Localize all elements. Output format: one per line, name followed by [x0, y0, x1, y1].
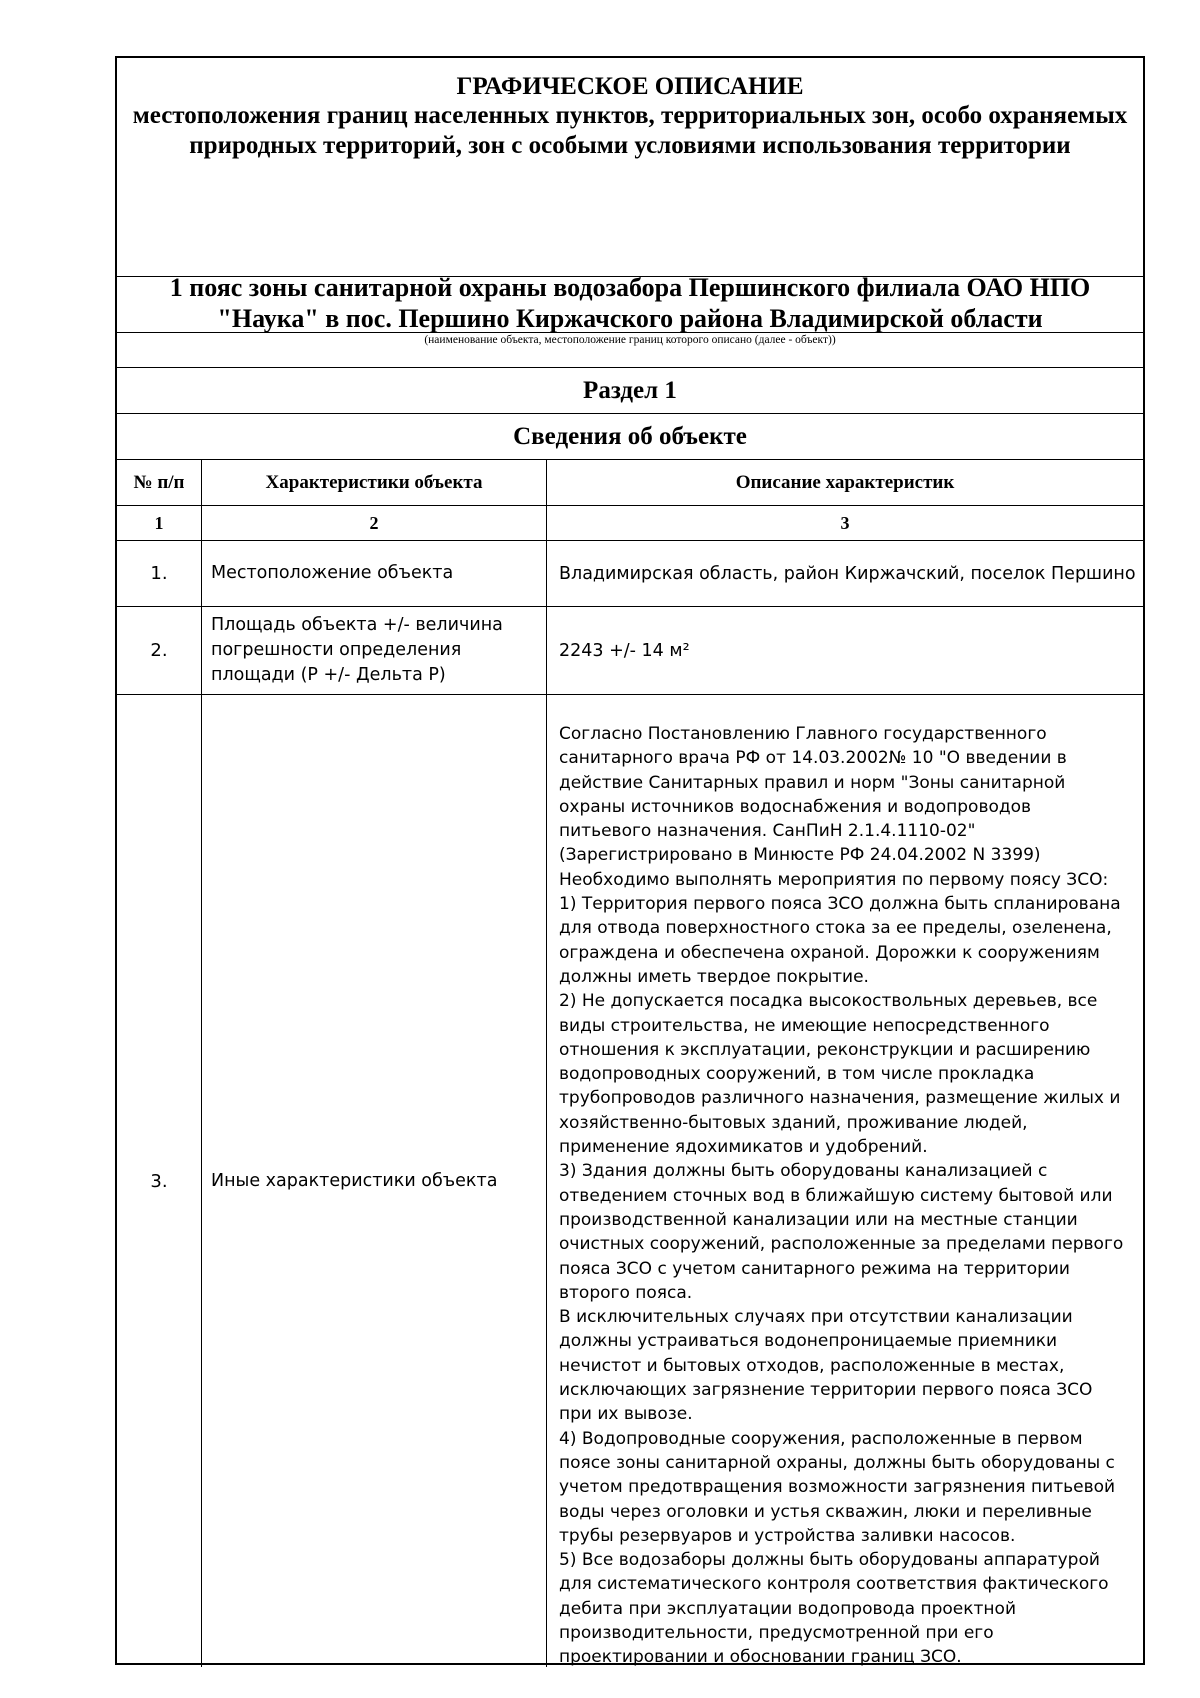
column-number-1: 1	[117, 506, 202, 540]
row-number: 2.	[117, 607, 202, 694]
table-row	[117, 607, 1143, 695]
row-characteristic	[202, 607, 547, 694]
table-row	[117, 695, 1143, 1667]
column-number-2: 2	[202, 506, 547, 540]
table-row	[117, 541, 1143, 607]
row-description-text: Согласно Постановлению Главного государственного санитарного врача РФ от 14.03.2002№ 10 "О введении в действие Санитарных правил и норм "Зоны санитарной охраны источников водоснабжения и водопроводов питьевого назначения. СанПиН 2.1.4.1110-02" (Зарегистрировано в Минюсте РФ 24.04.2002 N 3399) Необходимо выполнять мероприятия по первому поясу ЗСО: 1) Территория первого пояса ЗСО должна быть спланирована для отвода поверхностного стока за ее пределы, озеленена, ограждена и обеспечена охраной. Дорожки к сооружениям должны иметь твердое покрытие. 2) Не допускается посадка высокоствольных деревьев, все виды строительства, не имеющие непосредственного отношения к эксплуатации, реконструкции и расширению водопроводных сооружений, в том числе прокладка трубопроводов различного назначения, размещение жилых и хозяйственно-бытовых зданий, проживание людей, применение ядохимикатов и удобрений. 3) Здания должны быть оборудованы канализацией с отведением сточных вод в ближайшую систему бытовой или производственной канализации или на местные станции очистных сооружений, расположенные за пределами первого пояса ЗСО с учетом санитарного режима на территории второго пояса. В исключительных случаях при отсутствии канализации должны устраиваться водонепроницаемые приемники нечистот и бытовых отходов, расположенные в местах, исключающих загрязнение территории первого пояса ЗСО при их вывозе. 4) Водопроводные сооружения, расположенные в первом поясе зоны санитарной охраны, должны быть оборудованы с учетом предотвращения возможности загрязнения питьевой воды через оголовки и устья скважин, люки и переливные трубы резервуаров и устройства заливки насосов. 5) Все водозаборы должны быть оборудованы аппаратурой для систематического контроля соответствия фактического дебита при эксплуатации водопровода проектной производительности, предусмотренной при его проектировании и обосновании границ ЗСО.	[559, 724, 1124, 1668]
section-title-row	[117, 368, 1143, 414]
section-subtitle-row	[117, 414, 1143, 460]
row-description	[547, 695, 1143, 1667]
document-title: ГРАФИЧЕСКОЕ ОПИСАНИЕ	[456, 73, 804, 100]
row-characteristic: Иные характеристики объекта	[202, 695, 547, 1667]
row-description: Владимирская область, район Киржачский, поселок Першино	[559, 563, 1136, 584]
object-name: 1 пояс зоны санитарной охраны водозабора Першинского филиала ОАО НПО "Наука" в пос. Першино Киржачского района Владимирской области	[169, 273, 1091, 333]
table-column-numbers-row	[117, 506, 1143, 541]
column-header-description: Описание характеристик	[735, 472, 955, 493]
column-number-3: 3	[840, 513, 850, 533]
object-note: (наименование объекта, местоположение границ которого описано (далее - объект))	[424, 334, 836, 346]
row-characteristic-text: Площадь объекта +/- величина погрешности определения площади (Р +/- Дельта Р)	[211, 615, 503, 685]
row-number: 3.	[117, 695, 202, 1667]
row-characteristic: Местоположение объекта	[202, 541, 547, 606]
row-number: 1.	[117, 541, 202, 606]
document-header	[117, 58, 1143, 277]
section-title: Раздел 1	[583, 377, 677, 404]
section-subtitle: Сведения об объекте	[513, 423, 747, 450]
object-name-row	[117, 273, 1143, 333]
document-subtitle: местоположения границ населенных пунктов, территориальных зон, особо охраняемых природных территорий, зон с особыми условиями использования территории	[132, 102, 1128, 159]
column-header-characteristics: Характеристики объекта	[202, 460, 547, 505]
object-note-row	[117, 332, 1143, 368]
table-header-row	[117, 460, 1143, 506]
row-description: 2243 +/- 14 м²	[559, 640, 690, 661]
document-frame	[115, 56, 1145, 1668]
column-header-number: № п/п	[117, 460, 202, 505]
